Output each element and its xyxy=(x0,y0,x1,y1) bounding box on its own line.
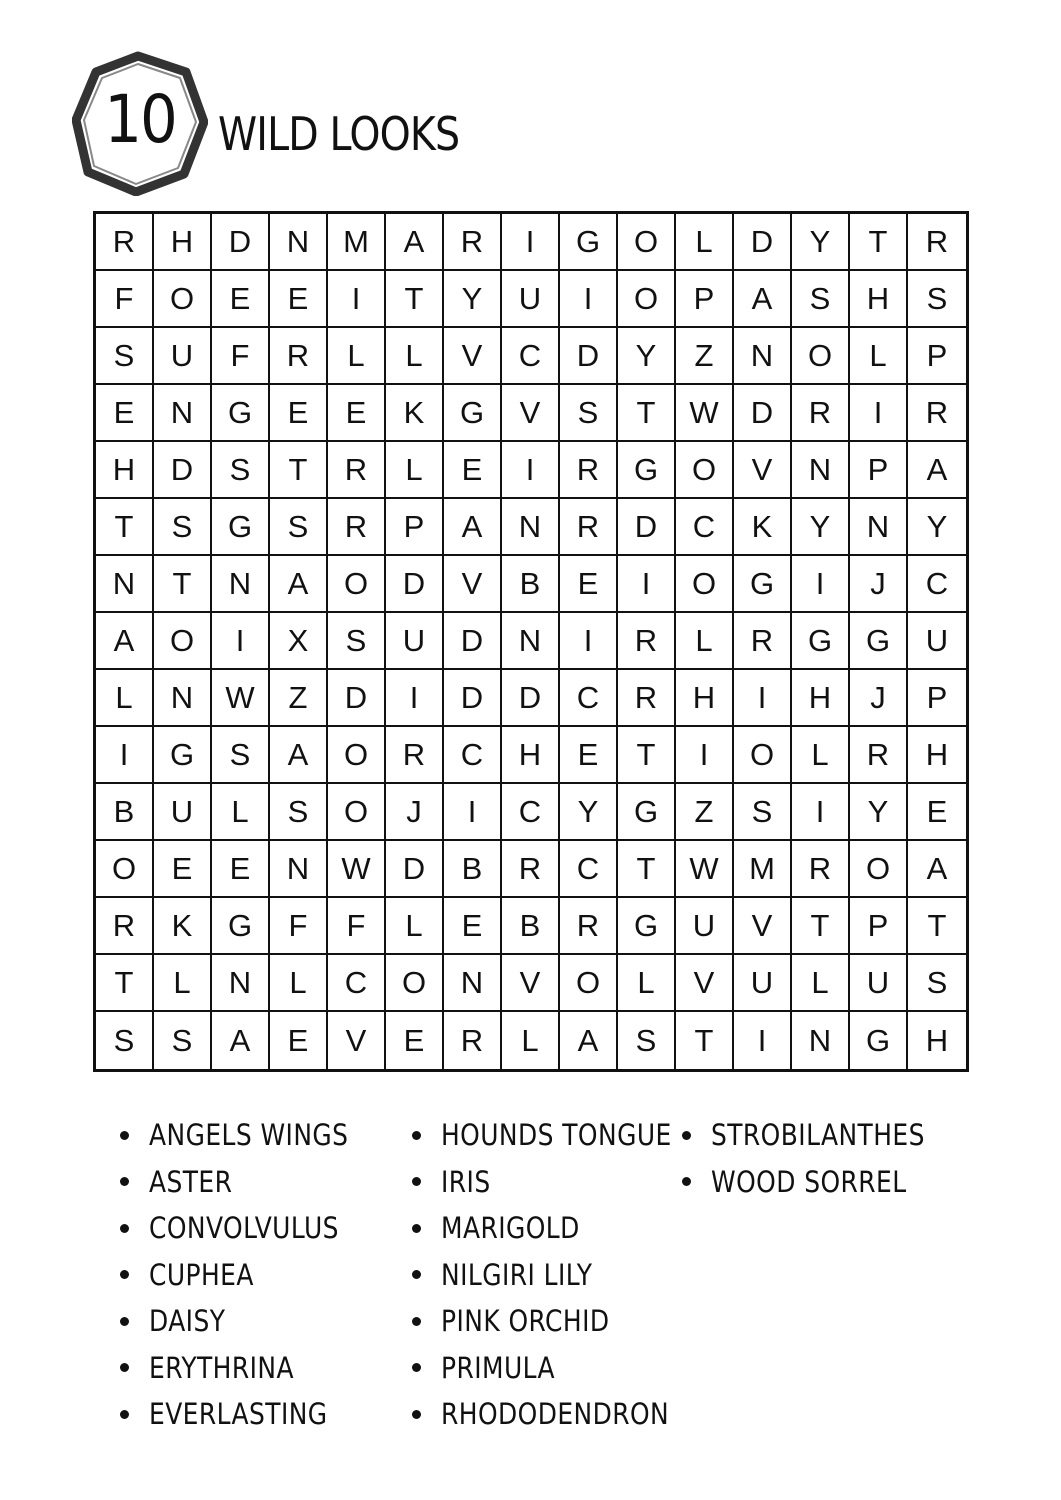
grid-cell[interactable]: N xyxy=(502,499,560,556)
grid-cell[interactable]: H xyxy=(908,727,966,784)
grid-cell[interactable]: L xyxy=(270,955,328,1012)
grid-cell[interactable]: V xyxy=(734,898,792,955)
grid-cell[interactable]: A xyxy=(908,442,966,499)
grid-cell[interactable]: R xyxy=(618,670,676,727)
grid-cell[interactable]: O xyxy=(676,556,734,613)
grid-cell[interactable]: L xyxy=(618,955,676,1012)
grid-cell[interactable]: R xyxy=(560,442,618,499)
grid-cell[interactable]: Y xyxy=(618,328,676,385)
grid-cell[interactable]: A xyxy=(560,1012,618,1069)
grid-cell[interactable]: I xyxy=(734,1012,792,1069)
grid-cell[interactable]: N xyxy=(734,328,792,385)
word-list-item xyxy=(412,1205,709,1252)
grid-cell[interactable]: R xyxy=(618,613,676,670)
puzzle-number: 10 xyxy=(104,81,176,158)
grid-cell[interactable]: S xyxy=(154,1012,212,1069)
grid-cell[interactable]: K xyxy=(154,898,212,955)
grid-cell[interactable]: V xyxy=(676,955,734,1012)
grid-cell[interactable]: S xyxy=(212,727,270,784)
grid-cell[interactable]: A xyxy=(444,499,502,556)
grid-cell[interactable]: B xyxy=(502,556,560,613)
bullet-icon xyxy=(412,1131,421,1140)
grid-cell[interactable]: N xyxy=(154,670,212,727)
grid-cell[interactable]: E xyxy=(386,1012,444,1069)
word-list-item xyxy=(120,1159,381,1206)
grid-cell[interactable]: J xyxy=(850,556,908,613)
grid-cell[interactable]: L xyxy=(386,898,444,955)
grid-cell[interactable]: O xyxy=(386,955,444,1012)
grid-cell[interactable]: A xyxy=(270,556,328,613)
grid-cell[interactable]: T xyxy=(386,271,444,328)
grid-cell[interactable]: T xyxy=(270,442,328,499)
grid-cell[interactable]: V xyxy=(502,955,560,1012)
grid-cell[interactable]: T xyxy=(618,727,676,784)
bullet-icon xyxy=(412,1224,421,1233)
word-text: ANGELS WINGS xyxy=(149,1118,349,1153)
grid-cell[interactable]: P xyxy=(676,271,734,328)
grid-cell[interactable]: F xyxy=(270,898,328,955)
grid-cell[interactable]: G xyxy=(212,898,270,955)
word-list-item xyxy=(682,1159,960,1206)
grid-cell[interactable]: J xyxy=(850,670,908,727)
grid-cell[interactable]: H xyxy=(502,727,560,784)
grid-cell[interactable]: F xyxy=(96,271,154,328)
grid-cell[interactable]: G xyxy=(734,556,792,613)
grid-cell[interactable]: N xyxy=(212,955,270,1012)
grid-cell[interactable]: I xyxy=(96,727,154,784)
bullet-icon xyxy=(682,1131,691,1140)
grid-cell[interactable]: O xyxy=(792,328,850,385)
grid-cell[interactable]: I xyxy=(502,214,560,271)
grid-cell[interactable]: T xyxy=(850,214,908,271)
word-list-item xyxy=(120,1345,381,1392)
grid-cell[interactable]: T xyxy=(618,841,676,898)
grid-cell[interactable]: C xyxy=(502,328,560,385)
grid-cell[interactable]: E xyxy=(154,841,212,898)
grid-cell[interactable]: S xyxy=(154,499,212,556)
grid-cell[interactable]: S xyxy=(270,784,328,841)
grid-cell[interactable]: I xyxy=(386,670,444,727)
grid-cell[interactable]: Y xyxy=(444,271,502,328)
grid-cell[interactable]: M xyxy=(734,841,792,898)
grid-cell[interactable]: U xyxy=(676,898,734,955)
grid-cell[interactable]: R xyxy=(328,499,386,556)
grid-cell[interactable]: W xyxy=(676,841,734,898)
grid-cell[interactable]: C xyxy=(908,556,966,613)
grid-cell[interactable]: U xyxy=(734,955,792,1012)
grid-cell[interactable]: O xyxy=(328,556,386,613)
bullet-icon xyxy=(120,1317,129,1326)
grid-cell[interactable]: I xyxy=(502,442,560,499)
grid-cell[interactable]: N xyxy=(502,613,560,670)
grid-cell[interactable]: N xyxy=(154,385,212,442)
word-list-item xyxy=(682,1112,960,1159)
grid-cell[interactable]: R xyxy=(560,499,618,556)
grid-cell[interactable]: O xyxy=(154,271,212,328)
grid-cell[interactable]: S xyxy=(908,271,966,328)
grid-cell[interactable]: A xyxy=(270,727,328,784)
grid-cell[interactable]: T xyxy=(96,955,154,1012)
grid-cell[interactable]: I xyxy=(328,271,386,328)
grid-cell[interactable]: J xyxy=(386,784,444,841)
word-list-item xyxy=(412,1159,709,1206)
grid-cell[interactable]: A xyxy=(908,841,966,898)
grid-cell[interactable]: O xyxy=(328,727,386,784)
grid-cell[interactable]: E xyxy=(270,385,328,442)
grid-cell[interactable]: H xyxy=(154,214,212,271)
bullet-icon xyxy=(120,1131,129,1140)
grid-cell[interactable]: L xyxy=(212,784,270,841)
grid-cell[interactable]: I xyxy=(560,271,618,328)
grid-cell[interactable]: R xyxy=(270,328,328,385)
grid-cell[interactable]: O xyxy=(734,727,792,784)
grid-cell[interactable]: W xyxy=(212,670,270,727)
puzzle-number-badge xyxy=(72,50,208,196)
bullet-icon xyxy=(120,1224,129,1233)
word-list-item xyxy=(120,1205,381,1252)
grid-cell[interactable]: G xyxy=(560,214,618,271)
word-list-column xyxy=(682,1112,960,1205)
grid-cell[interactable]: S xyxy=(212,442,270,499)
grid-cell[interactable]: L xyxy=(96,670,154,727)
bullet-icon xyxy=(120,1363,129,1372)
grid-cell[interactable]: G xyxy=(212,385,270,442)
grid-cell[interactable]: R xyxy=(502,841,560,898)
word-list-item xyxy=(120,1391,381,1438)
grid-cell[interactable]: D xyxy=(386,556,444,613)
grid-cell[interactable]: L xyxy=(328,328,386,385)
word-text: PINK ORCHID xyxy=(441,1304,610,1339)
word-text: MARIGOLD xyxy=(441,1211,580,1246)
grid-cell[interactable]: G xyxy=(444,385,502,442)
word-text: STROBILANTHES xyxy=(711,1118,925,1153)
grid-cell[interactable]: N xyxy=(792,442,850,499)
grid-cell[interactable]: M xyxy=(328,214,386,271)
grid-cell[interactable]: G xyxy=(850,613,908,670)
word-list-item xyxy=(412,1391,709,1438)
grid-cell[interactable]: F xyxy=(212,328,270,385)
grid-cell[interactable]: I xyxy=(212,613,270,670)
grid-cell[interactable]: I xyxy=(792,784,850,841)
grid-cell[interactable]: P xyxy=(908,328,966,385)
grid-cell[interactable]: O xyxy=(618,271,676,328)
grid-cell[interactable]: U xyxy=(386,613,444,670)
grid-cell[interactable]: S xyxy=(270,499,328,556)
grid-cell[interactable]: D xyxy=(154,442,212,499)
grid-cell[interactable]: D xyxy=(212,214,270,271)
grid-cell[interactable]: S xyxy=(792,271,850,328)
grid-cell[interactable]: E xyxy=(212,271,270,328)
grid-cell[interactable]: G xyxy=(618,898,676,955)
grid-cell[interactable]: S xyxy=(560,385,618,442)
grid-cell[interactable]: E xyxy=(270,271,328,328)
grid-cell[interactable]: N xyxy=(270,214,328,271)
word-search-grid xyxy=(93,211,969,1072)
bullet-icon xyxy=(412,1363,421,1372)
grid-cell[interactable]: Y xyxy=(792,214,850,271)
word-list-column xyxy=(120,1112,381,1438)
grid-cell[interactable]: B xyxy=(444,841,502,898)
word-text: PRIMULA xyxy=(441,1350,556,1385)
grid-cell[interactable]: Z xyxy=(676,328,734,385)
grid-cell[interactable]: N xyxy=(96,556,154,613)
grid-cell[interactable]: T xyxy=(154,556,212,613)
grid-cell[interactable]: H xyxy=(925,1022,949,1058)
grid-cell[interactable]: N xyxy=(444,955,502,1012)
grid-cell[interactable]: L xyxy=(792,727,850,784)
grid-cell[interactable]: T xyxy=(618,385,676,442)
word-text: ASTER xyxy=(149,1164,233,1199)
grid-cell[interactable]: P xyxy=(386,499,444,556)
grid-cell[interactable]: W xyxy=(328,841,386,898)
grid-cell[interactable]: E xyxy=(96,385,154,442)
grid-cell[interactable]: O xyxy=(328,784,386,841)
grid-cell[interactable]: U xyxy=(154,784,212,841)
grid-cell[interactable]: R xyxy=(908,385,966,442)
word-text: IRIS xyxy=(441,1164,491,1199)
grid-cell[interactable]: W xyxy=(676,385,734,442)
grid-cell[interactable]: T xyxy=(908,898,966,955)
grid-cell[interactable]: R xyxy=(444,1012,502,1069)
grid-cell[interactable]: N xyxy=(850,499,908,556)
grid-cell[interactable]: R xyxy=(560,898,618,955)
grid-cell[interactable]: V xyxy=(444,556,502,613)
grid-cell[interactable]: V xyxy=(502,385,560,442)
grid-cell[interactable]: I xyxy=(618,556,676,613)
grid-cell[interactable]: I xyxy=(676,727,734,784)
grid-cell[interactable]: R xyxy=(328,442,386,499)
grid-cell[interactable]: D xyxy=(734,385,792,442)
word-text: CUPHEA xyxy=(149,1257,254,1292)
word-list-item xyxy=(120,1298,381,1345)
word-text: NILGIRI LILY xyxy=(441,1257,593,1292)
word-text: RHODODENDRON xyxy=(441,1397,670,1432)
grid-cell[interactable]: D xyxy=(618,499,676,556)
grid-cell[interactable]: R xyxy=(734,613,792,670)
grid-cell[interactable]: P xyxy=(908,670,966,727)
grid-cell[interactable]: I xyxy=(734,670,792,727)
grid-cell[interactable]: V xyxy=(328,1012,386,1069)
grid-cell[interactable]: F xyxy=(328,898,386,955)
grid-cell[interactable]: U xyxy=(850,955,908,1012)
grid-cell[interactable]: R xyxy=(908,214,966,271)
bullet-icon xyxy=(412,1270,421,1279)
grid-cell[interactable]: H xyxy=(676,670,734,727)
grid-cell[interactable]: L xyxy=(154,955,212,1012)
word-list-item xyxy=(412,1345,709,1392)
grid-cell[interactable]: L xyxy=(676,613,734,670)
grid-cell[interactable]: O xyxy=(560,955,618,1012)
grid-cell[interactable]: I xyxy=(792,556,850,613)
word-text: HOUNDS TONGUE xyxy=(441,1118,672,1153)
word-text: WOOD SORREL xyxy=(711,1164,907,1199)
grid-cell[interactable]: P xyxy=(850,442,908,499)
grid-cell[interactable]: L xyxy=(676,214,734,271)
puzzle-title: WILD LOOKS xyxy=(218,107,460,161)
grid-cell[interactable]: E xyxy=(560,556,618,613)
grid-cell[interactable]: O xyxy=(96,841,154,898)
grid-cell[interactable]: S xyxy=(734,784,792,841)
grid-cell[interactable]: G xyxy=(618,784,676,841)
puzzle-header xyxy=(72,50,772,200)
grid-cell[interactable]: E xyxy=(212,841,270,898)
grid-cell[interactable]: C xyxy=(502,784,560,841)
grid-cell[interactable]: L xyxy=(502,1012,560,1069)
grid-cell[interactable]: T xyxy=(96,499,154,556)
word-text: ERYTHRINA xyxy=(149,1350,294,1385)
grid-cell[interactable]: L xyxy=(386,328,444,385)
word-list-item xyxy=(412,1298,709,1345)
bullet-icon xyxy=(412,1317,421,1326)
grid-cell[interactable]: S xyxy=(618,1012,676,1069)
grid-cell[interactable]: Y xyxy=(792,499,850,556)
grid-cell[interactable]: U xyxy=(502,271,560,328)
grid-cell[interactable]: E xyxy=(908,784,966,841)
grid-cell[interactable]: I xyxy=(560,613,618,670)
grid-cell[interactable]: A xyxy=(734,271,792,328)
word-list-item xyxy=(120,1252,381,1299)
grid-cell[interactable]: Y xyxy=(908,499,966,556)
grid-cell[interactable]: L xyxy=(792,955,850,1012)
grid-cell[interactable]: R xyxy=(96,898,154,955)
grid-cell[interactable]: A xyxy=(212,1012,270,1069)
grid-cell[interactable]: O xyxy=(676,442,734,499)
grid-cell[interactable]: R xyxy=(792,841,850,898)
grid-cell[interactable]: S xyxy=(908,955,966,1012)
grid-cell[interactable]: T xyxy=(676,1012,734,1069)
grid-cell[interactable]: L xyxy=(850,328,908,385)
bullet-icon xyxy=(120,1410,129,1419)
grid-cell[interactable]: D xyxy=(444,670,502,727)
grid-cell[interactable]: Z xyxy=(270,670,328,727)
grid-cell[interactable]: O xyxy=(618,214,676,271)
grid-cell[interactable]: R xyxy=(850,727,908,784)
grid-cell[interactable]: V xyxy=(444,328,502,385)
grid-cell[interactable]: E xyxy=(270,1012,328,1069)
grid-cell[interactable]: A xyxy=(386,214,444,271)
grid-cell[interactable]: Y xyxy=(850,784,908,841)
grid-cell[interactable]: R xyxy=(96,214,154,271)
grid-cell[interactable]: X xyxy=(270,613,328,670)
grid-cell[interactable]: Y xyxy=(560,784,618,841)
grid-cell[interactable]: G xyxy=(850,1012,908,1069)
grid-cell[interactable]: L xyxy=(386,442,444,499)
word-text: CONVOLVULUS xyxy=(149,1211,339,1246)
grid-cell[interactable]: R xyxy=(444,214,502,271)
grid-cell[interactable]: G xyxy=(154,727,212,784)
word-list-item xyxy=(120,1112,381,1159)
word-list xyxy=(120,1112,1000,1442)
grid-cell[interactable]: K xyxy=(734,499,792,556)
grid-cell[interactable]: D xyxy=(560,328,618,385)
grid-cell[interactable]: S xyxy=(96,1012,154,1069)
grid-cell[interactable]: B xyxy=(96,784,154,841)
grid-cell[interactable]: E xyxy=(444,442,502,499)
word-list-item xyxy=(412,1112,709,1159)
grid-cell[interactable]: I xyxy=(444,784,502,841)
grid-cell[interactable]: O xyxy=(154,613,212,670)
grid-cell[interactable]: N xyxy=(270,841,328,898)
grid-cell[interactable]: N xyxy=(212,556,270,613)
bullet-icon xyxy=(120,1270,129,1279)
grid-cell[interactable]: N xyxy=(792,1012,850,1069)
grid-cell[interactable]: P xyxy=(850,898,908,955)
grid-cell[interactable]: D xyxy=(328,670,386,727)
grid-cell[interactable]: C xyxy=(676,499,734,556)
grid-cell[interactable]: O xyxy=(850,841,908,898)
bullet-icon xyxy=(120,1177,129,1186)
grid-cell[interactable]: G xyxy=(212,499,270,556)
grid-cell[interactable]: U xyxy=(908,613,966,670)
grid-cell[interactable]: H xyxy=(792,670,850,727)
grid-cell[interactable]: S xyxy=(328,613,386,670)
grid-cell[interactable]: G xyxy=(618,442,676,499)
grid-cell[interactable]: R xyxy=(386,727,444,784)
grid-cell[interactable]: E xyxy=(328,385,386,442)
word-list-column xyxy=(412,1112,709,1438)
grid-cell[interactable]: R xyxy=(792,385,850,442)
grid-cell[interactable]: H xyxy=(850,271,908,328)
grid-cell[interactable]: C xyxy=(560,670,618,727)
grid-cell[interactable]: C xyxy=(444,727,502,784)
grid-cell[interactable]: E xyxy=(560,727,618,784)
grid-cell[interactable]: C xyxy=(328,955,386,1012)
grid-cell[interactable]: K xyxy=(386,385,444,442)
grid-cell[interactable]: G xyxy=(792,613,850,670)
grid-cell[interactable]: C xyxy=(560,841,618,898)
grid-cell[interactable]: Z xyxy=(676,784,734,841)
grid-cell[interactable]: U xyxy=(154,328,212,385)
grid-cell[interactable]: D xyxy=(502,670,560,727)
grid-cell[interactable]: I xyxy=(850,385,908,442)
grid-cell[interactable]: S xyxy=(96,328,154,385)
grid-cell[interactable]: H xyxy=(96,442,154,499)
word-list-item xyxy=(412,1252,709,1299)
word-text: EVERLASTING xyxy=(149,1397,328,1432)
grid-cell[interactable]: B xyxy=(502,898,560,955)
grid-cell[interactable]: T xyxy=(792,898,850,955)
bullet-icon xyxy=(412,1410,421,1419)
bullet-icon xyxy=(682,1177,691,1186)
grid-cell[interactable]: V xyxy=(734,442,792,499)
bullet-icon xyxy=(412,1177,421,1186)
grid-cell[interactable]: D xyxy=(386,841,444,898)
grid-cell[interactable]: E xyxy=(444,898,502,955)
grid-cell[interactable]: D xyxy=(734,214,792,271)
grid-cell[interactable]: A xyxy=(96,613,154,670)
word-text: DAISY xyxy=(149,1304,226,1339)
grid-cell[interactable]: D xyxy=(444,613,502,670)
